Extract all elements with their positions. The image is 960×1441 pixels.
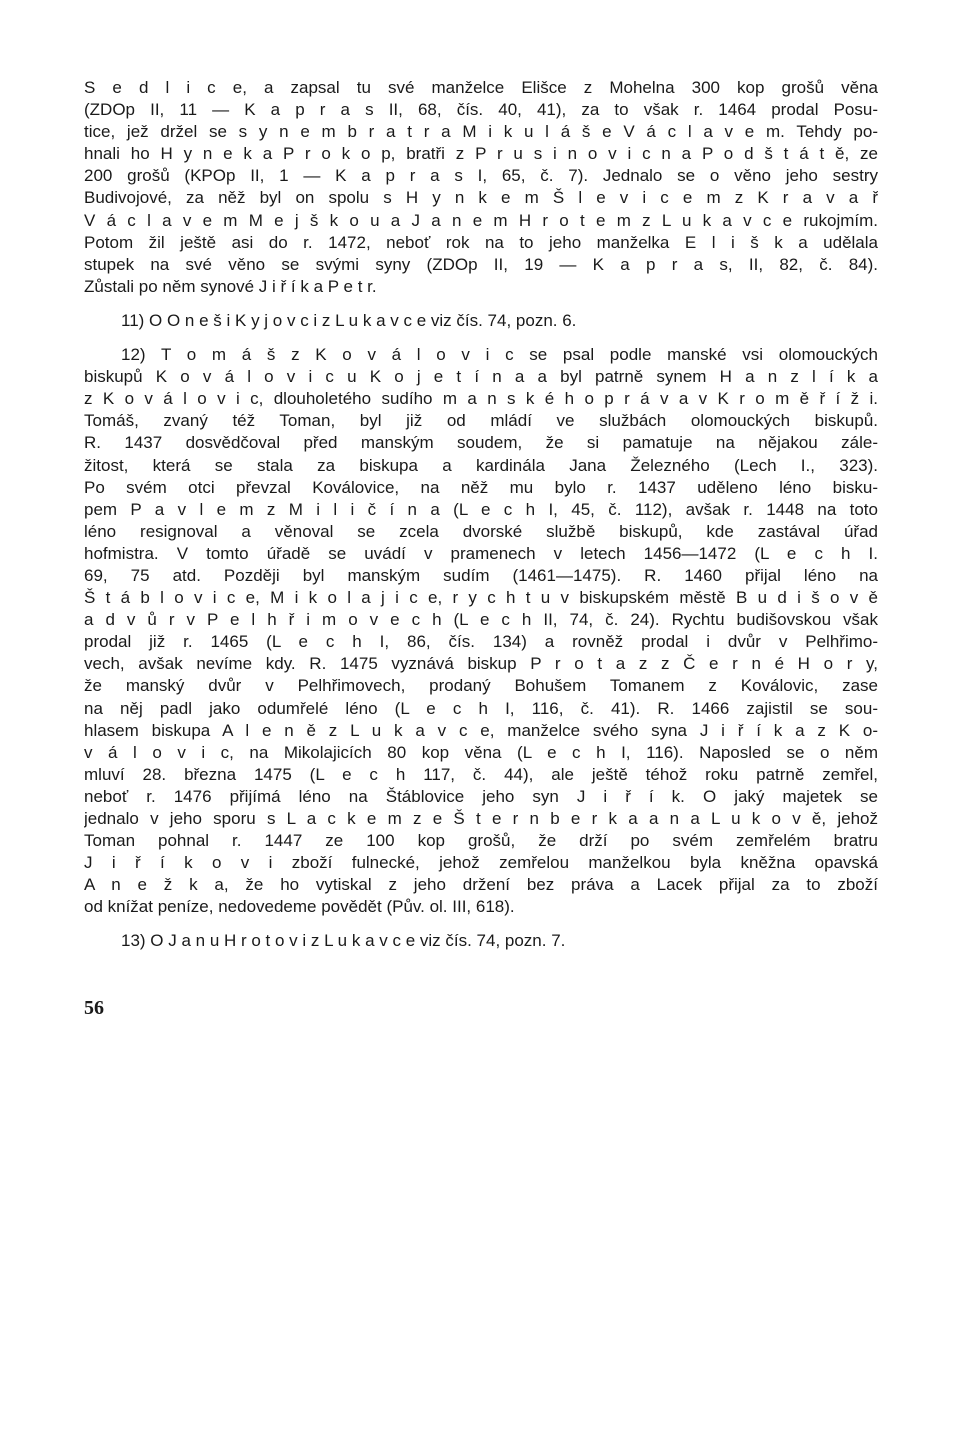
text-line: hnali ho H y n e k a P r o k o p, bratři z P r u s i n o v i c n a P o d š t á t ě, ze [84, 144, 878, 164]
text-line: Budivojové, za něž byl on spolu s H y n k e m Š l e v i c e m z K r a v a ř [84, 188, 878, 208]
text-line: od knížat peníze, nedovedeme povědět (Pův. ol. III, 618). [84, 897, 515, 917]
page-body [84, 77, 878, 953]
text-line: 12) T o m á š z K o v á l o v i c se psal podle manské vsi olomouckých [121, 345, 878, 365]
text-line: že manský dvůr v Pelhřimovech, prodaný Bohušem Tomanem z Koválovic, zase [84, 676, 878, 696]
text-line: biskupů K o v á l o v i c u K o j e t í n a a byl patrně synem H a n z l í k a [84, 367, 878, 387]
text-line: pem P a v l e m z M i l i č í n a (L e c h I, 45, č. 112), avšak r. 1448 na toto [84, 499, 878, 519]
text-line: Toman pohnal r. 1447 ze 100 kop grošů, že drží po svém zemřelém bratru [84, 831, 878, 851]
text-line: v á l o v i c, na Mikolajicích 80 kop věna (L e c h I, 116). Naposled se o něm [84, 742, 878, 762]
text-line: 69, 75 atd. Později byl manským sudím (1461—1475). R. 1460 přijal léno na [84, 565, 878, 585]
text-line: 13) O J a n u H r o t o v i z L u k a v c e viz čís. 74, pozn. 7. [121, 931, 566, 951]
text-line: stupek na své věno se svými syny (ZDOp II, 19 — K a p r a s, II, 82, č. 84). [84, 254, 878, 274]
text-line: A n e ž k a, že ho vytiskal z jeho držení bez práva a Lacek přijal za to zboží [84, 875, 878, 895]
text-line: Š t á b l o v i c e, M i k o l a j i c e, r y c h t u v biskupském městě B u d i š o v ě [84, 588, 878, 608]
text-line: jednalo v jeho sporu s L a c k e m z e Š t e r n b e r k a a n a L u k o v ě, jehož [84, 809, 878, 828]
text-line: mluví 28. března 1475 (L e c h 117, č. 44), ale ještě téhož roku patrně zemřel, [84, 764, 878, 784]
text-line: prodal již r. 1465 (L e c h I, 86, čís. 134) a rovněž prodal i dvůr v Pelhřimo- [84, 632, 878, 652]
paragraph-gap [84, 298, 878, 310]
text-line: z K o v á l o v i c, dlouholetého sudího m a n s k é h o p r á v a v K r o m ě ř í ž i. [84, 389, 878, 409]
text-line: R. 1437 dosvědčoval před manským soudem, že si pamatuje na nějakou zále- [84, 433, 878, 453]
text-line: na něj padl jako odumřelé léno (L e c h I, 116, č. 41). R. 1466 zajistil se sou- [84, 698, 878, 718]
text-line: Zůstali po něm synové J i ř í k a P e t r. [84, 276, 377, 296]
text-line: žitost, která se stala za biskupa a kardinála Jana Železného (Lech I., 323). [84, 455, 878, 475]
text-line: léno resignoval a věnoval se zcela dvorské službě biskupů, kde zastával úřad [84, 521, 878, 541]
text-line: a d v ů r v P e l h ř i m o v e c h (L e c h II, 74, č. 24). Rychtu budišovskou však [84, 610, 878, 630]
text-line: V á c l a v e m M e j š k o u a J a n e m H r o t e m z L u k a v c e rukojmím. [84, 210, 878, 230]
text-line: J i ř í k o v i zboží fulnecké, jehož zemřelou manželkou byla kněžna opavská [84, 853, 878, 873]
paragraph-continuation [84, 77, 878, 298]
text-line: hofmistra. V tomto úřadě se uvádí v pramenech v letech 1456—1472 (L e c h I. [84, 543, 878, 563]
text-line: tice, jež držel se s y n e m b r a t r a M i k u l á š e V á c l a v e m. Tehdy po- [84, 122, 878, 142]
text-line: Potom žil ještě asi do r. 1472, neboť rok na to jeho manželka E l i š k a udělala [84, 232, 878, 252]
text-line: Tomáš, zvaný též Toman, byl již od mládí ve službách olomouckých biskupů. [84, 411, 878, 431]
text-line: S e d l i c e, a zapsal tu své manželce Elišce z Mohelna 300 kop grošů věna [84, 78, 878, 97]
footnote-12 [84, 344, 878, 918]
text-line: Po svém otci převzal Koválovice, na něž mu bylo r. 1437 uděleno léno bisku- [84, 477, 878, 497]
text-line: vech, avšak nevíme kdy. R. 1475 vyznává biskup P r o t a z z Č e r n é H o r y, [84, 654, 878, 674]
text-line: hlasem biskupa A l e n ě z L u k a v c e, manželce svého syna J i ř í k a z K o- [84, 720, 878, 740]
footnote-13 [84, 930, 878, 952]
text-line: 200 grošů (KPOp II, 1 — K a p r a s I, 65, č. 7). Jednalo se o věno jeho sestry [84, 166, 878, 186]
page-number: 56 [84, 997, 104, 1019]
paragraph-gap [84, 332, 878, 344]
footnote-11 [84, 310, 878, 332]
text-line: (ZDOp II, 11 — K a p r a s II, 68, čís. 40, 41), za to však r. 1464 prodal Posu- [84, 100, 878, 120]
text-line: neboť r. 1476 přijímá léno na Štáblovice jeho syn J i ř í k. O jaký majetek se [84, 786, 878, 806]
text-line: 11) O O n e š i K y j o v c i z L u k a v c e viz čís. 74, pozn. 6. [121, 310, 577, 330]
paragraph-gap [84, 918, 878, 930]
